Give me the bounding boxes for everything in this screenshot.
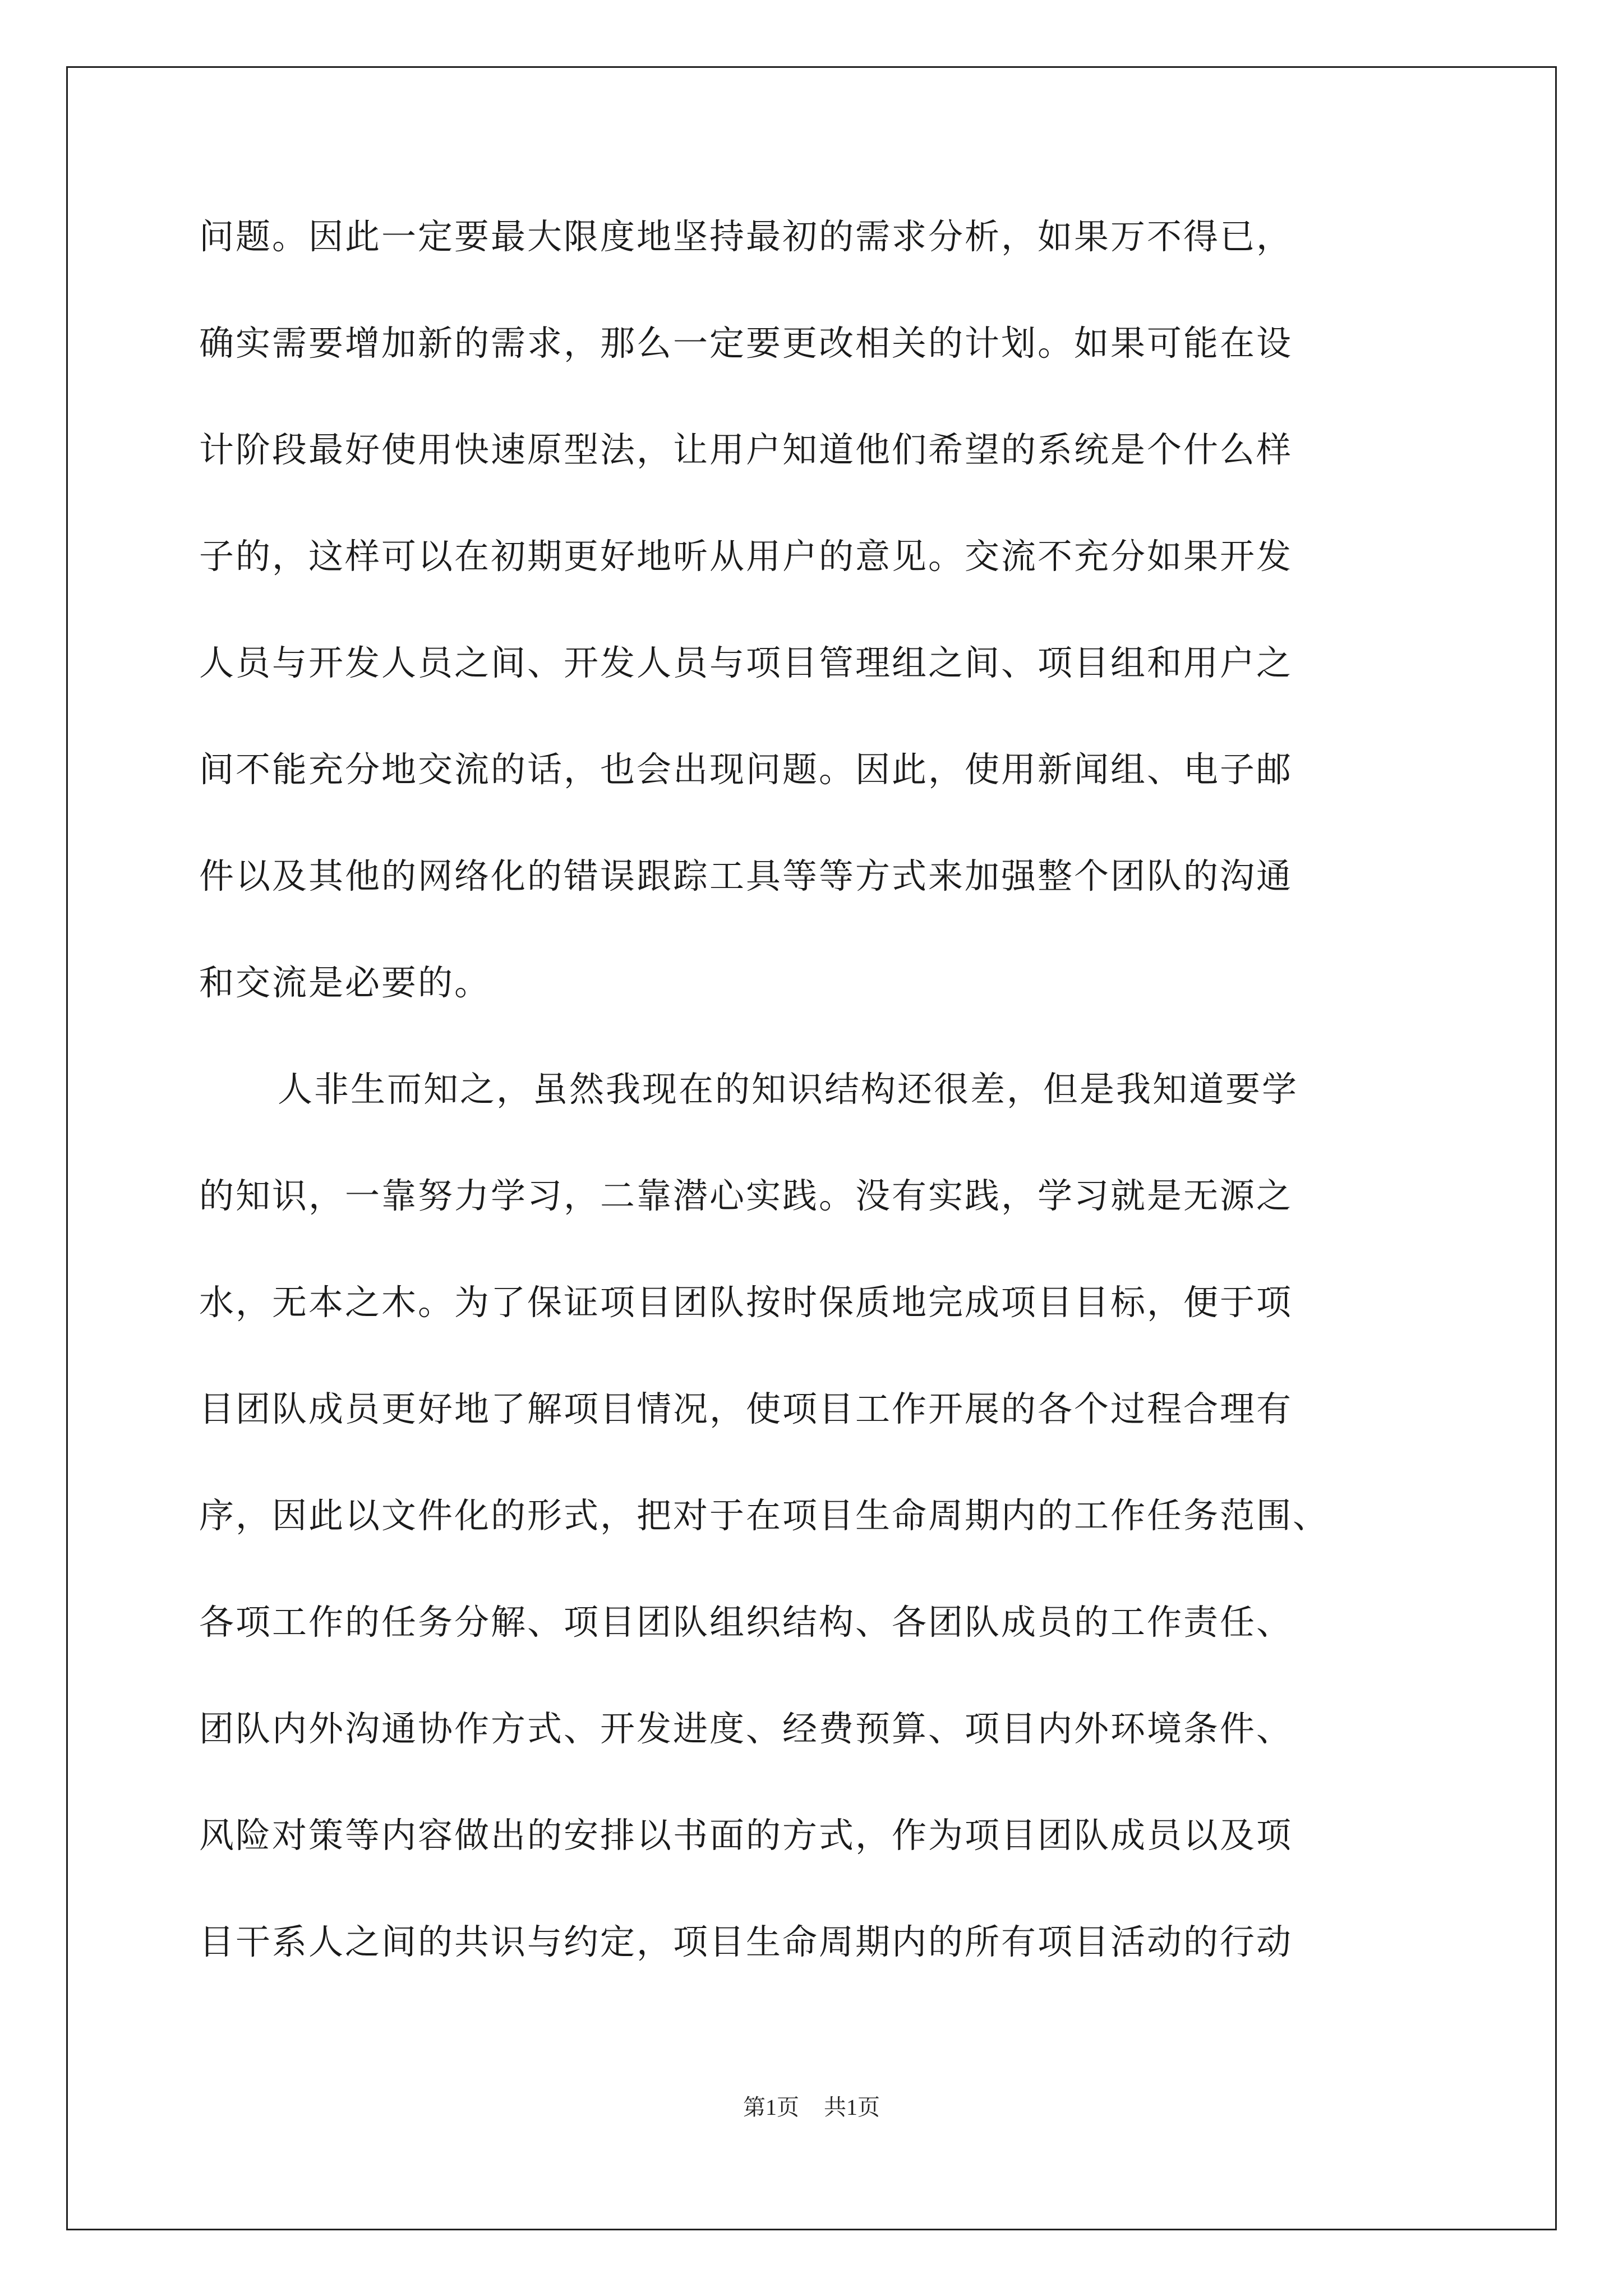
text-line: 计阶段最好使用快速原型法，让用户知道他们希望的系统是个什么样 <box>199 429 1293 470</box>
text-line: 风险对策等内容做出的安排以书面的方式，作为项目团队成员以及项 <box>199 1815 1293 1856</box>
page-footer <box>0 2090 1623 2122</box>
text-line: 件以及其他的网络化的错误跟踪工具等等方式来加强整个团队的沟通 <box>199 855 1293 896</box>
page-total: 共1页 <box>824 2095 880 2120</box>
text-line: 水，无本之木。为了保证项目团队按时保质地完成项目目标，便于项 <box>199 1282 1293 1323</box>
document-body <box>199 183 1467 1995</box>
page-number: 第1页 <box>743 2095 799 2120</box>
text-line: 序，因此以文件化的形式，把对于在项目生命周期内的工作任务范围、 <box>199 1495 1330 1536</box>
text-line: 团队内外沟通协作方式、开发进度、经费预算、项目内外环境条件、 <box>199 1708 1293 1749</box>
text-line: 目干系人之间的共识与约定，项目生命周期内的所有项目活动的行动 <box>199 1921 1293 1962</box>
text-line: 各项工作的任务分解、项目团队组织结构、各团队成员的工作责任、 <box>199 1602 1293 1642</box>
text-line: 间不能充分地交流的话，也会出现问题。因此，使用新闻组、电子邮 <box>199 749 1293 790</box>
text-line: 人员与开发人员之间、开发人员与项目管理组之间、项目组和用户之 <box>199 642 1293 683</box>
text-line: 目团队成员更好地了解项目情况，使项目工作开展的各个过程合理有 <box>199 1388 1293 1429</box>
paragraph-start-line: 人非生而知之，虽然我现在的知识结构还很差，但是我知道要学 <box>278 1069 1299 1110</box>
text-line: 的知识，一靠努力学习，二靠潜心实践。没有实践，学习就是无源之 <box>199 1175 1293 1216</box>
text-line: 确实需要增加新的需求，那么一定要更改相关的计划。如果可能在设 <box>199 323 1293 364</box>
text-line: 和交流是必要的。 <box>199 962 491 1003</box>
text-line: 问题。因此一定要最大限度地坚持最初的需求分析，如果万不得已， <box>199 216 1293 257</box>
text-line: 子的，这样可以在初期更好地听从用户的意见。交流不充分如果开发 <box>199 536 1293 577</box>
